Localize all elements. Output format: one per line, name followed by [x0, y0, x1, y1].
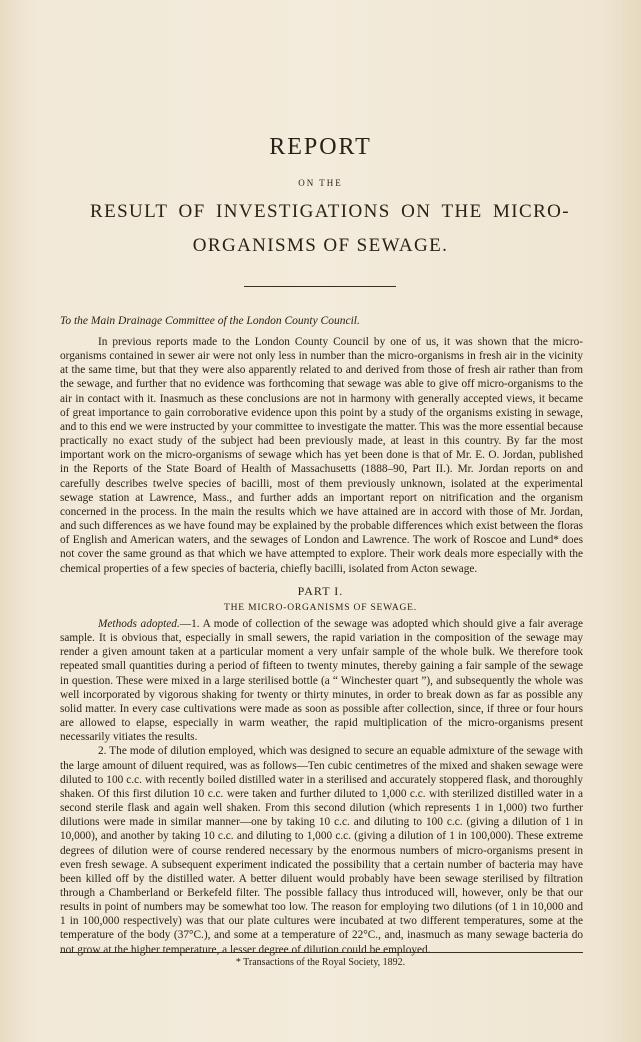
- addressee-line: To the Main Drainage Committee of the London County Council.: [60, 315, 360, 327]
- title-divider: [244, 286, 396, 287]
- part-heading: PART I.: [297, 584, 344, 598]
- on-the-label: ON THE: [298, 178, 343, 188]
- report-subtitle-line2: ORGANISMS OF SEWAGE.: [192, 235, 449, 256]
- methods-text: —1. A mode of collection of the sewage was adopted which should give a fair average sample. It is obvious that, especially in small sewers, the rapid variation in the composition of the sewage may render a given amount taken at a particular moment a very unfair sample of the whole bulk. We therefore took repeated small quantities during a period of fifteen to twenty minutes, thereby gaining a fair sample of the sewage in question. These were mixed in a large sterilised bottle (a “ Winchester quart ”), and subsequently the whole was well incorporated by vigorous shaking for twenty or thirty minutes, in order to break down as far as possible any solid matter. In every case cultivations were made as soon as possible after collection, since, if three or four hours are allowed to elapse, especially in warm weather, the rapid multiplication of the micro-organisms present necessarily vitiates the results.: [60, 618, 584, 744]
- intro-paragraph-text: In previous reports made to the London County Council by one of us, it was shown that the micro-organisms contained in sewer air were not only less in number than the micro-organisms in fresh air in the vicinity at the same time, but that they were also apparently related to and derived from those of fresh air rather than from the sewage, and further that no evidence was forthcoming that sewage was able to give off micro-organisms to the air in contact with it. Inasmuch as these conclusions are not in harmony with generally accepted views, it became of great importance to gain corroborative evidence upon this point by a study of the organisms existing in sewage, and to this end we were instructed by your committee to investigate the matter. This was the more essential because practically no exact study of the subject had been previously made, at least in this country. By far the most important work on the micro-organisms of sewage which has yet been done is that of Mr. E. O. Jordan, published in the Reports of the State Board of Health of Massachusetts (1888–90, Part II.). Mr. Jordan reports on and carefully describes twelve species of bacilli, most of them previously unknown, isolated at the experimental sewage station at Lawrence, Mass., and further adds an important report on nitrification and the organism concerned in the process. In the main the results which we have attained are in accord with those of Mr. Jordan, and such differences as we have found may be explained by the probable differences which exist between the floras of English and American waters, and the sewages of London and Lawrence. The work of Roscoe and Lund* does not cover the same ground as that which we have attempted to explore. Their work deals more especially with the chemical properties of a few species of bacteria, chiefly bacilli, isolated from Acton sewage.: [60, 336, 583, 575]
- methods-lead: Methods adopted.: [98, 618, 180, 630]
- report-title: REPORT: [269, 134, 372, 160]
- methods-section: [60, 617, 583, 957]
- methods-paragraph: [60, 617, 583, 744]
- dilution-paragraph: 2. The mode of dilution employed, which was designed to secure an equable admixture of the sewage with the large amount of diluent required, was as follows—Ten cubic centimetres of the mixed and shaken sewage were diluted to 100 c.c. with recently boiled distilled water in a sterilised and accurately stoppered flask, and thoroughly shaken. Of this first dilution 10 c.c. were taken and further diluted to 1,000 c.c. with sterilized distilled water in a second sterile flask and again well shaken. From this second dilution (which represents 1 in 1,000) two further dilutions were made in similar manner—one by taking 10 c.c. and diluting to 100 c.c. (giving a dilution of 1 in 10,000), and another by taking 10 c.c. and diluting to 1,000 c.c. (giving a dilution of 1 in 100,000). These extreme degrees of dilution were of course rendered necessary by the enormous numbers of micro-organisms present in even fresh sewage. A subsequent experiment indicated the possibility that a certain number of bacteria may have been killed off by the distilled water. A better diluent would probably have been sewage sterilised by filtration through a Chamberland or Berkefeld filter. The possible fallacy thus introduced will, however, only be that our results in point of numbers may be somewhat too low. The reason for employing two dilutions (of 1 in 10,000 and 1 in 100,000 respectively) was that our plate cultures were incubated at two different temperatures, some at the temperature of the body (37°C.), and some at a temperature of 22°C., and, inasmuch as many sewage bacteria do not grow at the higher temperature, a lesser degree of dilution could be employed.: [60, 745, 583, 956]
- section-heading: THE MICRO-ORGANISMS OF SEWAGE.: [224, 603, 417, 613]
- footnote-divider: [60, 952, 583, 953]
- report-subtitle-line1: RESULT OF INVESTIGATIONS ON THE MICRO-: [90, 201, 570, 222]
- footnote: * Transactions of the Royal Society, 1892.: [235, 957, 406, 968]
- intro-paragraph: [60, 335, 583, 576]
